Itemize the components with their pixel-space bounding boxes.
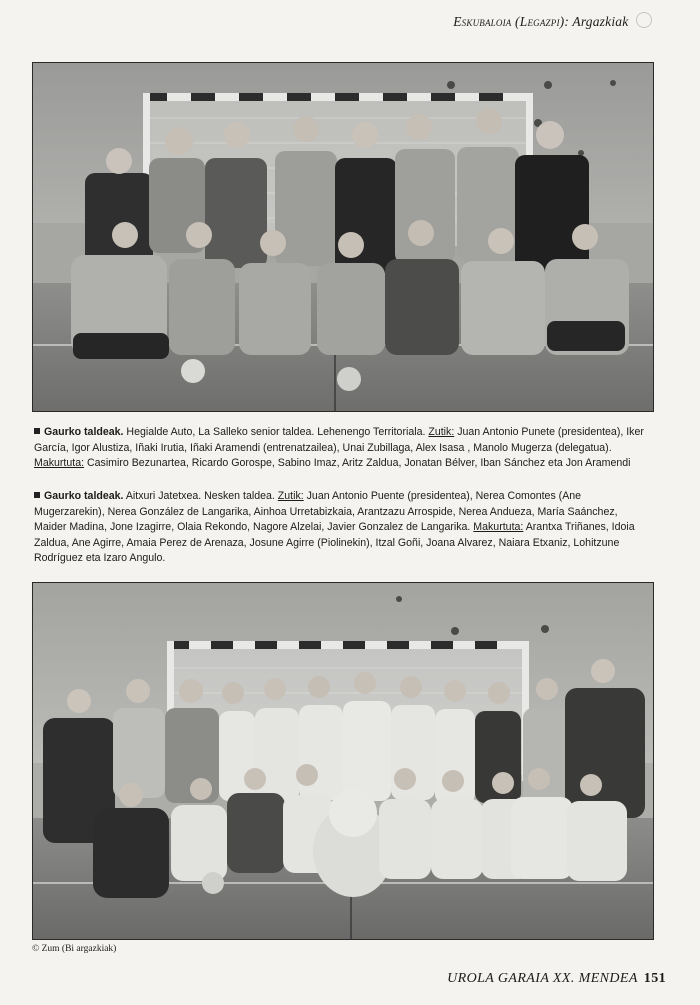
running-header: [453, 12, 652, 30]
photo-caption-men: [34, 425, 644, 472]
bullet-square-icon: [34, 428, 40, 434]
caption-label-crouching: Makurtuta:: [473, 521, 524, 534]
header-subsection: Argazkiak: [572, 14, 629, 29]
footer-title: UROLA GARAIA XX. MENDEA: [447, 971, 638, 986]
caption-crouching-names: Casimiro Bezunartea, Ricardo Gorospe, Sabino Imaz, Aritz Zaldua, Jonatan Bélver, Iban Sánchez eta Jon Aramendi: [84, 457, 631, 470]
bullet-square-icon: [34, 492, 40, 498]
page-number: 151: [643, 971, 666, 986]
caption-lead: Gaurko taldeak.: [44, 426, 124, 438]
team-photo-women: [32, 582, 654, 940]
caption-text: Aitxuri Jatetxea. Nesken taldea.: [123, 490, 278, 502]
caption-label-crouching: Makurtuta:: [34, 457, 85, 470]
photo-caption-women: [34, 489, 644, 567]
caption-lead: Gaurko taldeak.: [44, 490, 124, 502]
caption-standing-names: Juan Antonio Puente (presidentea), Nerea Comontes (Ane Mugerzarekin), Nerea González de Langarika, Ainhoa Urretabizkaia, Arantzazu Arrospide, Nerea Andueza, María Saánchez, Maider Madina, Jone Izagirre, Olaia Rekondo, Nagore Alzelai, Javier Gonzalez de Langarika.: [34, 490, 618, 534]
team-photo-men-image: [33, 63, 653, 411]
caption-label-standing: Zutik:: [277, 490, 304, 502]
header-section: Eskubaloia (Legazpi):: [453, 14, 570, 29]
team-photo-women-image: [33, 583, 653, 939]
photo-credit: © Zum (Bi argazkiak): [32, 944, 117, 954]
caption-label-standing: Zutik:: [428, 426, 455, 438]
team-photo-men: [32, 62, 654, 412]
running-footer: [447, 971, 666, 987]
caption-crouching-names: Arantxa Triñanes, Idoia Zaldua, Ane Agirre, Amaia Perez de Arenaza, Josune Agirre (Piolinekin), Itzal Goñi, Joana Alvarez, Naiara Etxaniz, Lohitzune Rodríguez eta Izaro Angulo.: [34, 521, 635, 565]
caption-standing-names: Juan Antonio Punete (presidentea), Iker García, Igor Alustiza, Iñaki Irutia, Iñaki Aramendi (entrenatzailea), Unai Zubillaga, Alex Isasa , Manolo Mugerza (delegatua).: [34, 426, 644, 454]
caption-text: Hegialde Auto, La Salleko senior taldea. Lehenengo Territoriala.: [123, 426, 429, 438]
page-emblem-icon: [636, 12, 652, 28]
